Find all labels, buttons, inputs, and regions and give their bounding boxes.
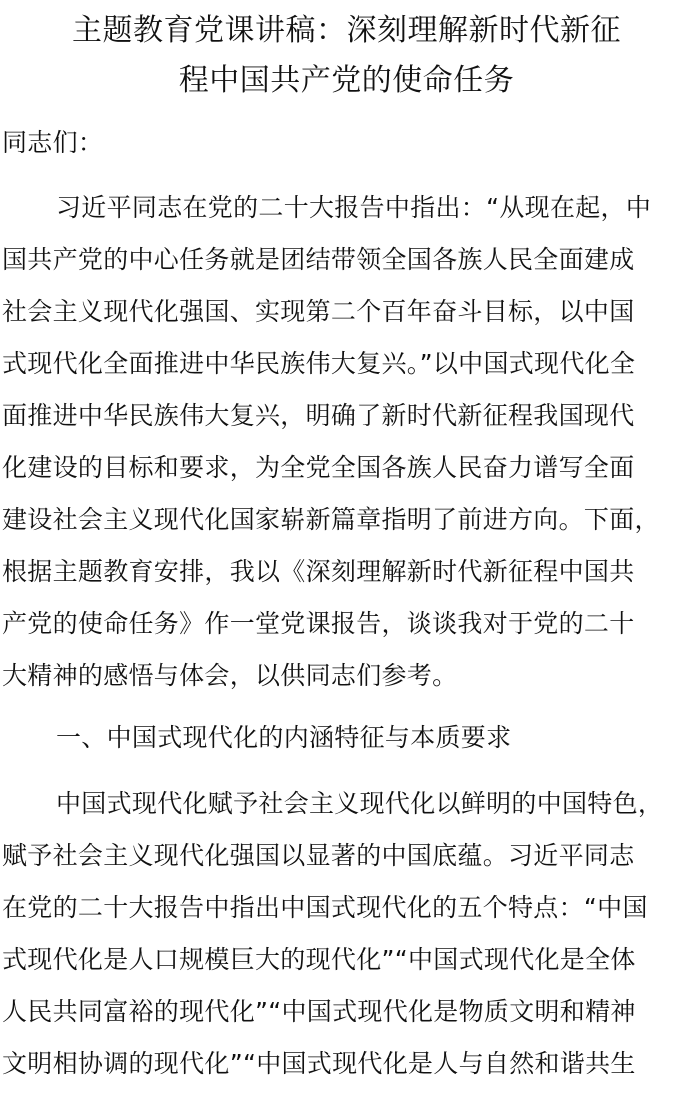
paragraph-2-line-1: 中国式现代化赋予社会主义现代化以鲜明的中国特色， [56, 789, 664, 818]
paragraph-1-line-3: 社会主义现代化强国、实现第二个百年奋斗目标，以中国 [2, 297, 635, 326]
title-line-2: 程中国共产党的使命任务 [178, 63, 515, 98]
paragraph-2-line-6: 文明相协调的现代化”“中国式现代化是人与自然和谐共生 [2, 1049, 636, 1078]
paragraph-1-line-7: 建设社会主义现代化国家崭新篇章指明了前进方向。下面， [2, 505, 660, 534]
salutation: 同志们： [2, 128, 104, 157]
paragraph-2-line-2: 赋予社会主义现代化强国以显著的中国底蕴。习近平同志 [2, 841, 635, 870]
section-heading-1: 一、中国式现代化的内涵特征与本质要求 [56, 723, 512, 752]
paragraph-1-line-4: 式现代化全面推进中华民族伟大复兴。”以中国式现代化全 [2, 349, 636, 378]
paragraph-1-line-8: 根据主题教育安排，我以《深刻理解新时代新征程中国共 [2, 557, 635, 586]
paragraph-1-line-2: 国共产党的中心任务就是团结带领全国各族人民全面建成 [2, 245, 635, 274]
paragraph-1-line-5: 面推进中华民族伟大复兴，明确了新时代新征程我国现代 [2, 401, 635, 430]
paragraph-1-line-6: 化建设的目标和要求，为全党全国各族人民奋力谱写全面 [2, 453, 635, 482]
paragraph-2-line-3: 在党的二十大报告中指出中国式现代化的五个特点：“中国 [2, 893, 648, 922]
document-title [0, 6, 693, 106]
paragraph-1-line-9: 产党的使命任务》作一堂党课报告，谈谈我对于党的二十 [2, 609, 635, 638]
paragraph-1-line-1: 习近平同志在党的二十大报告中指出：“从现在起，中 [56, 193, 652, 222]
paragraph-2-line-5: 人民共同富裕的现代化”“中国式现代化是物质文明和精神 [2, 997, 636, 1026]
paragraph-2-line-4: 式现代化是人口规模巨大的现代化”“中国式现代化是全体 [2, 945, 636, 974]
paragraph-1-line-10: 大精神的感悟与体会，以供同志们参考。 [2, 661, 458, 690]
title-line-1: 主题教育党课讲稿：深刻理解新时代新征 [72, 13, 621, 48]
